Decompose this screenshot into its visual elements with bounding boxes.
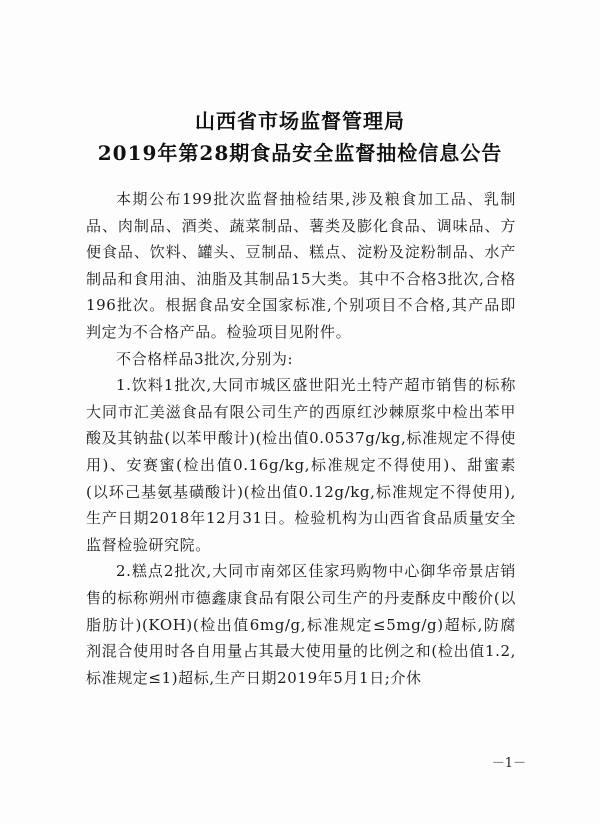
- paragraph-item-2: 2.糕点2批次,大同市南郊区佳家玛购物中心御华帝景店销售的标称朔州市德鑫康食品有限公司生产的丹麦酥皮中酸价(以脂肪计)(KOH)(检出值6mg/g,标准规定≤5mg/g)超标,防腐剂混合使用时各自用量占其最大使用量的比例之和(检出值1.2,标准规定≤1)超标,生产日期2019年5月1日;介休: [86, 562, 516, 687]
- paragraph-item-1: 1.饮料1批次,大同市城区盛世阳光土特产超市销售的标称大同市汇美滋食品有限公司生产的西原红沙棘原浆中检出苯甲酸及其钠盐(以苯甲酸计)(检出值0.0537g/kg,标准规定不得使用)、安赛蜜(检出值0.16g/kg,标准规定不得使用)、甜蜜素(以环己基氨基磺酸计)(检出值0.12g/kg,标准规定不得使用),生产日期2018年12月31日。检验机构为山西省食品质量安全监督检验研究院。: [86, 376, 516, 554]
- paragraph-summary: 不合格样品3批次,分别为:: [116, 349, 294, 368]
- page-number: －1－: [491, 756, 526, 771]
- document-body: [86, 186, 516, 691]
- document-title-line1: 山西省市场监督管理局: [195, 109, 405, 133]
- paragraph-intro: 本期公布199批次监督抽检结果,涉及粮食加工品、乳制品、肉制品、酒类、蔬菜制品、薯类及膨化食品、调味品、方便食品、饮料、罐头、豆制品、糕点、淀粉及淀粉制品、水产制品和食用油、油脂及其制品15大类。其中不合格3批次,合格196批次。根据食品安全国家标准,个别项目不合格,其产品即判定为不合格产品。检验项目见附件。: [86, 190, 516, 341]
- document-title-line2: 2019年第28期食品安全监督抽检信息公告: [97, 141, 503, 165]
